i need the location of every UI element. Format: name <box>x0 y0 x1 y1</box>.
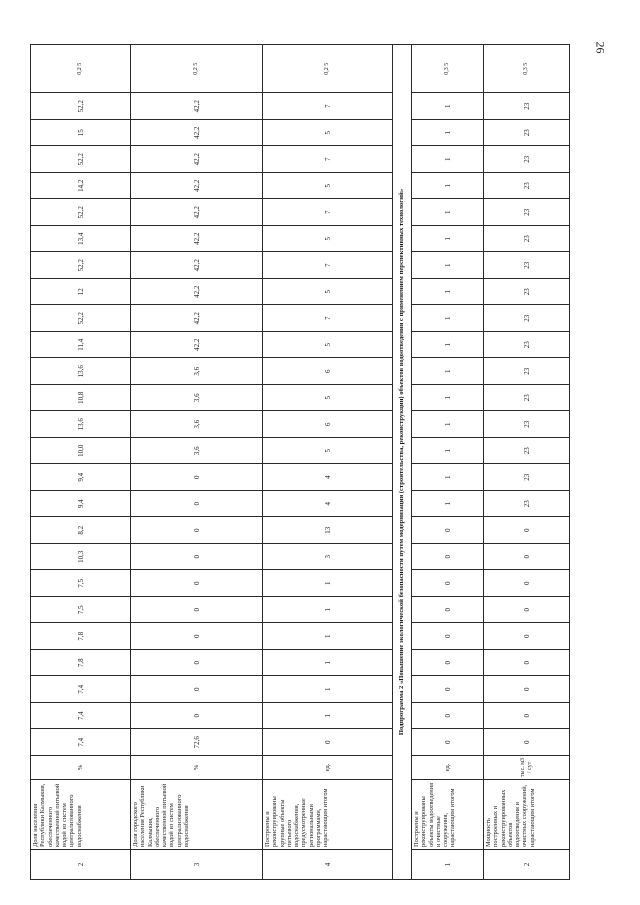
row-number: 1 <box>412 850 484 880</box>
value-cell: 1 <box>263 623 393 650</box>
value-cell: 1 <box>412 385 484 412</box>
value-cell: 1 <box>412 438 484 465</box>
unit-cell: % <box>31 756 131 780</box>
value-cell: 42,2 <box>131 146 263 173</box>
value-cell: 52,2 <box>31 305 131 332</box>
value-cell: 0 <box>131 517 263 544</box>
table-row <box>484 45 570 880</box>
value-cell: 23 <box>484 358 570 385</box>
value-cell: 23 <box>484 120 570 147</box>
value-cell: 0 <box>412 517 484 544</box>
table-body <box>31 45 570 880</box>
value-cell: 7 <box>263 252 393 279</box>
value-cell: 15 <box>31 120 131 147</box>
value-cell: 0 <box>484 597 570 624</box>
value-cell: 23 <box>484 199 570 226</box>
value-cell: 13,6 <box>31 358 131 385</box>
value-cell: 23 <box>484 491 570 518</box>
value-cell: 3,6 <box>131 438 263 465</box>
row-number: 4 <box>263 850 393 880</box>
value-cell: 42,2 <box>131 93 263 120</box>
value-cell: 0 <box>484 544 570 571</box>
value-cell: 0 <box>131 544 263 571</box>
value-cell: 7,4 <box>31 729 131 756</box>
value-cell: 5 <box>263 279 393 306</box>
value-cell: 1 <box>263 650 393 677</box>
value-cell: 0 <box>412 729 484 756</box>
value-cell: 1 <box>412 93 484 120</box>
value-cell: 1 <box>412 411 484 438</box>
value-cell: 42,2 <box>131 332 263 359</box>
row-number: 3 <box>131 850 263 880</box>
unit-cell: % <box>131 756 263 780</box>
value-cell: 23 <box>484 146 570 173</box>
value-cell: 0 <box>412 570 484 597</box>
value-cell: 1 <box>263 676 393 703</box>
value-cell: 9,4 <box>31 464 131 491</box>
unit-cell: тыс. м3 / сут <box>484 756 570 780</box>
indicator-description: Построены и реконструированы объекты водоотведения и очистные сооружения, нарастающим итогом <box>412 780 484 850</box>
value-cell: 0 <box>484 570 570 597</box>
value-cell: 52,2 <box>31 252 131 279</box>
value-cell: 0 <box>484 650 570 677</box>
value-cell: 7 <box>263 93 393 120</box>
page-number: 26 <box>593 41 608 54</box>
value-cell: 0 <box>412 676 484 703</box>
value-cell: 42,2 <box>131 226 263 253</box>
value-cell: 0 <box>484 729 570 756</box>
value-cell: 3 <box>263 544 393 571</box>
value-cell: 23 <box>484 385 570 412</box>
value-cell: 23 <box>484 173 570 200</box>
value-cell: 1 <box>412 358 484 385</box>
value-cell: 23 <box>484 411 570 438</box>
subprogram-row <box>393 45 412 880</box>
value-cell: 0 <box>484 676 570 703</box>
value-cell: 0 <box>484 703 570 730</box>
value-cell: 1 <box>412 279 484 306</box>
table-row <box>31 45 131 880</box>
value-cell: 10,8 <box>31 385 131 412</box>
value-cell: 7 <box>263 305 393 332</box>
value-cell: 5 <box>263 332 393 359</box>
value-cell: 7,8 <box>31 650 131 677</box>
value-cell: 1 <box>412 332 484 359</box>
value-cell: 11,4 <box>31 332 131 359</box>
indicator-description: Доля населения Республики Калмыкия, обеспеченного качественной питьевой водой из систем централизованного водоснабжения <box>31 780 131 850</box>
value-cell: 3,6 <box>131 385 263 412</box>
value-cell: 0 <box>412 623 484 650</box>
value-cell: 7,4 <box>31 703 131 730</box>
value-cell: 5 <box>263 438 393 465</box>
row-number: 2 <box>31 850 131 880</box>
weight-cell: 0,3 5 <box>412 45 484 94</box>
value-cell: 14,2 <box>31 173 131 200</box>
value-cell: 0 <box>131 464 263 491</box>
value-cell: 7,8 <box>31 623 131 650</box>
value-cell: 13,6 <box>31 411 131 438</box>
value-cell: 23 <box>484 438 570 465</box>
value-cell: 42,2 <box>131 305 263 332</box>
value-cell: 12 <box>31 279 131 306</box>
value-cell: 42,2 <box>131 120 263 147</box>
value-cell: 52,2 <box>31 146 131 173</box>
value-cell: 1 <box>412 491 484 518</box>
table-row <box>263 45 393 880</box>
weight-cell: 0,3 5 <box>484 45 570 94</box>
value-cell: 5 <box>263 173 393 200</box>
table-row <box>412 45 484 880</box>
value-cell: 10,3 <box>31 544 131 571</box>
value-cell: 0 <box>131 703 263 730</box>
value-cell: 7,4 <box>31 676 131 703</box>
value-cell: 23 <box>484 252 570 279</box>
value-cell: 7,5 <box>31 570 131 597</box>
value-cell: 23 <box>484 226 570 253</box>
value-cell: 1 <box>263 597 393 624</box>
value-cell: 0 <box>131 597 263 624</box>
value-cell: 1 <box>412 120 484 147</box>
value-cell: 1 <box>412 305 484 332</box>
value-cell: 0 <box>131 650 263 677</box>
value-cell: 8,2 <box>31 517 131 544</box>
value-cell: 1 <box>412 226 484 253</box>
value-cell: 5 <box>263 385 393 412</box>
indicator-description: Построены и реконструированы крупные объекты питьевого водоснабжения, предусмотренные региональными программами, нарастающим итогом <box>263 780 393 850</box>
value-cell: 23 <box>484 305 570 332</box>
value-cell: 1 <box>263 703 393 730</box>
value-cell: 0 <box>131 491 263 518</box>
value-cell: 1 <box>412 252 484 279</box>
value-cell: 6 <box>263 358 393 385</box>
value-cell: 0 <box>412 544 484 571</box>
subprogram-title: Подпрограмма 2 «Повышение экологической безопасности путем модернизации (строительства, реконструкции) объектов водоотведения с применением перспективных технологий» <box>393 45 412 880</box>
unit-cell: ед. <box>263 756 393 780</box>
value-cell: 23 <box>484 332 570 359</box>
value-cell: 1 <box>412 146 484 173</box>
value-cell: 1 <box>412 464 484 491</box>
value-cell: 10,0 <box>31 438 131 465</box>
value-cell: 3,6 <box>131 411 263 438</box>
value-cell: 23 <box>484 279 570 306</box>
value-cell: 42,2 <box>131 252 263 279</box>
value-cell: 0 <box>412 703 484 730</box>
value-cell: 13 <box>263 517 393 544</box>
value-cell: 4 <box>263 491 393 518</box>
value-cell: 0 <box>412 650 484 677</box>
value-cell: 52,2 <box>31 93 131 120</box>
value-cell: 1 <box>412 199 484 226</box>
value-cell: 42,2 <box>131 173 263 200</box>
value-cell: 0 <box>484 623 570 650</box>
value-cell: 7 <box>263 146 393 173</box>
value-cell: 72,6 <box>131 729 263 756</box>
value-cell: 5 <box>263 226 393 253</box>
value-cell: 0 <box>131 570 263 597</box>
rotated-table-wrapper <box>30 45 575 880</box>
value-cell: 9,4 <box>31 491 131 518</box>
indicators-table <box>30 44 570 880</box>
value-cell: 7 <box>263 199 393 226</box>
value-cell: 6 <box>263 411 393 438</box>
value-cell: 42,2 <box>131 279 263 306</box>
indicator-description: Мощность построенных и реконструированных объектов водоотведения и очистных сооружений, нарастающим итогом <box>484 780 570 850</box>
value-cell: 1 <box>263 570 393 597</box>
value-cell: 4 <box>263 464 393 491</box>
value-cell: 5 <box>263 120 393 147</box>
weight-cell: 0,2 5 <box>263 45 393 94</box>
value-cell: 0 <box>131 623 263 650</box>
value-cell: 23 <box>484 93 570 120</box>
value-cell: 1 <box>412 173 484 200</box>
value-cell: 52,2 <box>31 199 131 226</box>
value-cell: 7,5 <box>31 597 131 624</box>
value-cell: 42,2 <box>131 199 263 226</box>
value-cell: 13,4 <box>31 226 131 253</box>
indicator-description: Доля городского населения Республики Калмыкия, обеспеченного качественной питьевой водой из систем централизованного водоснабжения <box>131 780 263 850</box>
value-cell: 0 <box>412 597 484 624</box>
table-row <box>131 45 263 880</box>
weight-cell: 0,2 5 <box>131 45 263 94</box>
row-number: 2 <box>484 850 570 880</box>
value-cell: 3,6 <box>131 358 263 385</box>
weight-cell: 0,2 5 <box>31 45 131 94</box>
value-cell: 0 <box>484 517 570 544</box>
value-cell: 0 <box>131 676 263 703</box>
unit-cell: ед. <box>412 756 484 780</box>
value-cell: 23 <box>484 464 570 491</box>
value-cell: 0 <box>263 729 393 756</box>
